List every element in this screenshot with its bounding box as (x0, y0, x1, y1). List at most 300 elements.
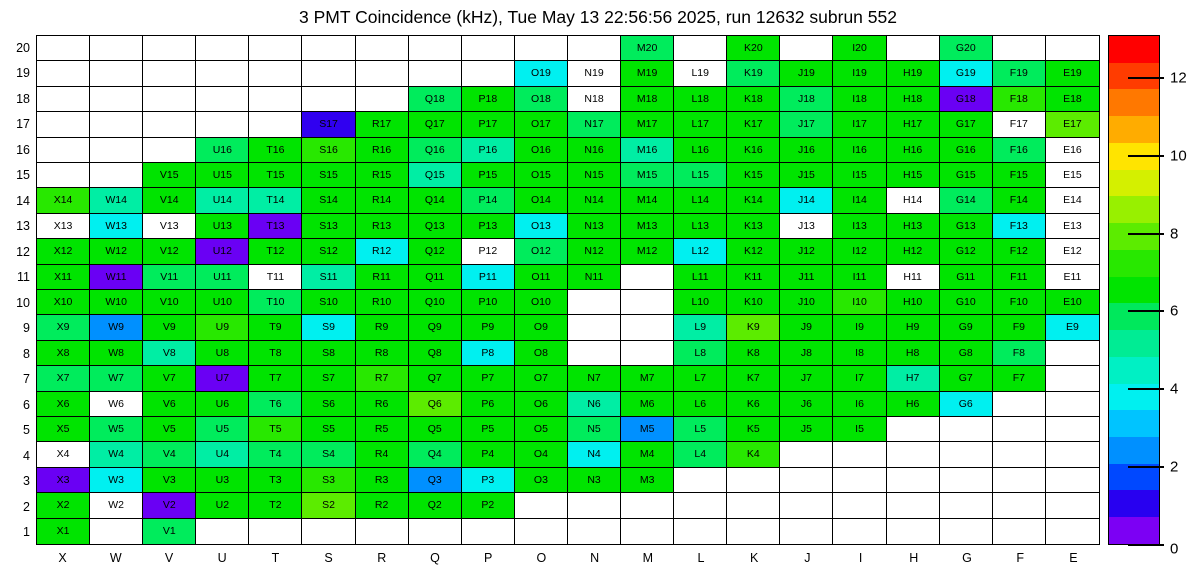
colorbar-tick-line (1128, 388, 1164, 390)
heatmap-cell: E14 (1046, 188, 1099, 213)
heatmap-cell: R16 (356, 138, 409, 163)
heatmap-cell: N19 (568, 61, 621, 86)
heatmap-cell: E15 (1046, 163, 1099, 188)
heatmap-cell: L18 (674, 87, 727, 112)
heatmap-cell: F19 (993, 61, 1046, 86)
heatmap-cell: I16 (833, 138, 886, 163)
heatmap-cell: I6 (833, 392, 886, 417)
heatmap-cell: K10 (727, 290, 780, 315)
heatmap-cell (37, 163, 90, 188)
heatmap-cell: R14 (356, 188, 409, 213)
heatmap-cell: O13 (515, 214, 568, 239)
heatmap-cell: J18 (780, 87, 833, 112)
heatmap-cell: X14 (37, 188, 90, 213)
heatmap-cell: M18 (621, 87, 674, 112)
colorbar-tick-label: 12 (1170, 69, 1187, 87)
heatmap-cell: X4 (37, 442, 90, 467)
heatmap-cell (249, 112, 302, 137)
heatmap-cell: V5 (143, 417, 196, 442)
heatmap-cell: X12 (37, 239, 90, 264)
heatmap-cell: X3 (37, 468, 90, 493)
heatmap-cell: W2 (90, 493, 143, 518)
heatmap-cell: H16 (887, 138, 940, 163)
heatmap-cell: V14 (143, 188, 196, 213)
x-axis-label: N (590, 551, 600, 565)
heatmap-cell (196, 87, 249, 112)
y-axis-label: 3 (23, 474, 30, 489)
x-axis-label: L (697, 551, 705, 565)
heatmap-cell: K4 (727, 442, 780, 467)
heatmap-cell: X7 (37, 366, 90, 391)
heatmap-cell: P11 (462, 265, 515, 290)
heatmap-cell: N7 (568, 366, 621, 391)
heatmap-cell: S2 (302, 493, 355, 518)
heatmap-cell (993, 36, 1046, 61)
heatmap-cell: P12 (462, 239, 515, 264)
heatmap-cell (1046, 366, 1099, 391)
heatmap-cell: Q6 (409, 392, 462, 417)
heatmap-cell: I14 (833, 188, 886, 213)
heatmap-cell: Q14 (409, 188, 462, 213)
heatmap-cell (1046, 417, 1099, 442)
x-axis-label: T (271, 551, 280, 565)
heatmap-cell: N16 (568, 138, 621, 163)
heatmap-cell: X13 (37, 214, 90, 239)
heatmap-cell: H13 (887, 214, 940, 239)
heatmap-cell: U4 (196, 442, 249, 467)
heatmap-cell: L15 (674, 163, 727, 188)
colorbar-tick-label: 8 (1170, 225, 1179, 243)
heatmap-cell: H10 (887, 290, 940, 315)
heatmap-cell: N15 (568, 163, 621, 188)
heatmap-cell: K16 (727, 138, 780, 163)
colorbar-band (1109, 330, 1159, 357)
heatmap-cell (940, 417, 993, 442)
heatmap-cell: M17 (621, 112, 674, 137)
x-axis-label: M (642, 551, 653, 565)
colorbar-band (1109, 410, 1159, 437)
colorbar-band (1109, 170, 1159, 197)
x-axis-label: G (962, 551, 972, 565)
heatmap-cell: T16 (249, 138, 302, 163)
heatmap-cell: L16 (674, 138, 727, 163)
heatmap-cell: U11 (196, 265, 249, 290)
heatmap-cell (356, 87, 409, 112)
heatmap-cell: I17 (833, 112, 886, 137)
heatmap-cell: K5 (727, 417, 780, 442)
heatmap-cell: V6 (143, 392, 196, 417)
heatmap-cell: I9 (833, 315, 886, 340)
colorbar-tick-line (1128, 310, 1164, 312)
heatmap-cell: I15 (833, 163, 886, 188)
heatmap-cell: J9 (780, 315, 833, 340)
heatmap-cell: I11 (833, 265, 886, 290)
heatmap-cell: M14 (621, 188, 674, 213)
heatmap-cell: T13 (249, 214, 302, 239)
heatmap-cell: K6 (727, 392, 780, 417)
colorbar-band (1109, 196, 1159, 223)
heatmap-cell: N3 (568, 468, 621, 493)
x-axis-label: X (58, 551, 67, 565)
heatmap-cell: N4 (568, 442, 621, 467)
heatmap-cell: J16 (780, 138, 833, 163)
heatmap-cell: O12 (515, 239, 568, 264)
heatmap-cell (568, 315, 621, 340)
heatmap-cell: T9 (249, 315, 302, 340)
heatmap-cell: T4 (249, 442, 302, 467)
heatmap-cell: U5 (196, 417, 249, 442)
heatmap-cell: R17 (356, 112, 409, 137)
colorbar-band (1109, 277, 1159, 304)
y-axis-label: 9 (23, 321, 30, 336)
heatmap-cell: P6 (462, 392, 515, 417)
heatmap-cell: K13 (727, 214, 780, 239)
heatmap-cell: E18 (1046, 87, 1099, 112)
heatmap-cell: W10 (90, 290, 143, 315)
heatmap-cell: O6 (515, 392, 568, 417)
heatmap-cell: O7 (515, 366, 568, 391)
y-axis-label: 2 (23, 499, 30, 514)
heatmap-cell: F13 (993, 214, 1046, 239)
heatmap-cell: R3 (356, 468, 409, 493)
heatmap-cell (621, 341, 674, 366)
heatmap-cell: K7 (727, 366, 780, 391)
heatmap-cell: S12 (302, 239, 355, 264)
heatmap-cell (833, 442, 886, 467)
heatmap-cell: X8 (37, 341, 90, 366)
heatmap-cell: E19 (1046, 61, 1099, 86)
heatmap-cell: L6 (674, 392, 727, 417)
heatmap-cell: G13 (940, 214, 993, 239)
heatmap-cell: S9 (302, 315, 355, 340)
heatmap-cell: M15 (621, 163, 674, 188)
heatmap-cell: X5 (37, 417, 90, 442)
heatmap-cell (621, 315, 674, 340)
heatmap-cell (727, 519, 780, 544)
heatmap-cell: L13 (674, 214, 727, 239)
heatmap-cell: L12 (674, 239, 727, 264)
heatmap-cell: U7 (196, 366, 249, 391)
heatmap-cell (37, 87, 90, 112)
colorbar-tick-label: 6 (1170, 302, 1179, 320)
heatmap-cell: P17 (462, 112, 515, 137)
heatmap-cell: G7 (940, 366, 993, 391)
heatmap-cell: S4 (302, 442, 355, 467)
heatmap-cell (462, 36, 515, 61)
y-axis-label: 5 (23, 423, 30, 438)
heatmap-cell: I12 (833, 239, 886, 264)
x-axis-label: R (377, 551, 387, 565)
heatmap-cell: J15 (780, 163, 833, 188)
heatmap-cell: H9 (887, 315, 940, 340)
heatmap-cell: G16 (940, 138, 993, 163)
heatmap-cell (143, 61, 196, 86)
heatmap-cell (568, 519, 621, 544)
heatmap-cell: R11 (356, 265, 409, 290)
heatmap-cell: O10 (515, 290, 568, 315)
heatmap-cell: N18 (568, 87, 621, 112)
heatmap-cell (621, 265, 674, 290)
heatmap-cell (37, 61, 90, 86)
heatmap-cell (1046, 493, 1099, 518)
heatmap-cell: E16 (1046, 138, 1099, 163)
colorbar-band (1109, 223, 1159, 250)
heatmap-cell (833, 519, 886, 544)
heatmap-cell: Q8 (409, 341, 462, 366)
heatmap-cell (90, 138, 143, 163)
heatmap-cell: U15 (196, 163, 249, 188)
heatmap-cell: V13 (143, 214, 196, 239)
heatmap-cell (727, 468, 780, 493)
heatmap-cell: T11 (249, 265, 302, 290)
heatmap-cell: R12 (356, 239, 409, 264)
heatmap-cell: K19 (727, 61, 780, 86)
heatmap-cell: J12 (780, 239, 833, 264)
heatmap-cell: G14 (940, 188, 993, 213)
heatmap-cell: O16 (515, 138, 568, 163)
heatmap-cell: I19 (833, 61, 886, 86)
y-axis-label: 7 (23, 372, 30, 387)
heatmap-cell (833, 493, 886, 518)
heatmap-cell (249, 519, 302, 544)
heatmap-cell: T15 (249, 163, 302, 188)
heatmap-cell: E11 (1046, 265, 1099, 290)
heatmap-cell: P10 (462, 290, 515, 315)
heatmap-cell: N11 (568, 265, 621, 290)
heatmap-cell (780, 442, 833, 467)
heatmap-cell: K9 (727, 315, 780, 340)
colorbar-tick-label: 2 (1170, 458, 1179, 476)
heatmap-cell: K20 (727, 36, 780, 61)
heatmap-cell: P18 (462, 87, 515, 112)
heatmap-cell: G19 (940, 61, 993, 86)
heatmap-cell: H11 (887, 265, 940, 290)
heatmap-cell: S6 (302, 392, 355, 417)
heatmap-cell: J13 (780, 214, 833, 239)
heatmap-cell (1046, 392, 1099, 417)
heatmap-cell (302, 519, 355, 544)
heatmap-cell: G12 (940, 239, 993, 264)
heatmap-cell: K8 (727, 341, 780, 366)
heatmap-cell: K17 (727, 112, 780, 137)
heatmap-grid (36, 35, 1100, 545)
heatmap-cell (1046, 341, 1099, 366)
heatmap-cell (887, 36, 940, 61)
heatmap-cell: U16 (196, 138, 249, 163)
heatmap-cell: V9 (143, 315, 196, 340)
heatmap-cell: U2 (196, 493, 249, 518)
heatmap-cell: P4 (462, 442, 515, 467)
heatmap-cell: P8 (462, 341, 515, 366)
heatmap-cell: J7 (780, 366, 833, 391)
heatmap-cell: Q18 (409, 87, 462, 112)
heatmap-cell: S15 (302, 163, 355, 188)
heatmap-cell: W7 (90, 366, 143, 391)
heatmap-cell: M12 (621, 239, 674, 264)
heatmap-cell: P15 (462, 163, 515, 188)
heatmap-cell (356, 61, 409, 86)
heatmap-cell (90, 163, 143, 188)
y-axis-label: 13 (16, 219, 30, 234)
heatmap-cell: I7 (833, 366, 886, 391)
colorbar-tick-line (1128, 77, 1164, 79)
heatmap-cell (1046, 519, 1099, 544)
heatmap-cell: N12 (568, 239, 621, 264)
heatmap-cell (90, 36, 143, 61)
heatmap-cell (940, 468, 993, 493)
heatmap-cell: R2 (356, 493, 409, 518)
heatmap-cell: Q10 (409, 290, 462, 315)
heatmap-cell (621, 519, 674, 544)
x-axis-label: E (1069, 551, 1078, 565)
heatmap-cell (674, 519, 727, 544)
heatmap-cell: W13 (90, 214, 143, 239)
heatmap-cell: V12 (143, 239, 196, 264)
colorbar-tick-line (1128, 155, 1164, 157)
heatmap-cell: U3 (196, 468, 249, 493)
y-axis-label: 1 (23, 525, 30, 540)
x-axis-label: O (536, 551, 547, 565)
heatmap-cell: M7 (621, 366, 674, 391)
heatmap-cell: J5 (780, 417, 833, 442)
heatmap-cell (409, 519, 462, 544)
heatmap-cell: T3 (249, 468, 302, 493)
heatmap-cell: K11 (727, 265, 780, 290)
heatmap-cell: N14 (568, 188, 621, 213)
heatmap-cell (196, 61, 249, 86)
heatmap-cell: Q16 (409, 138, 462, 163)
heatmap-cell (780, 468, 833, 493)
heatmap-cell (674, 493, 727, 518)
heatmap-cell: G15 (940, 163, 993, 188)
heatmap-cell: T5 (249, 417, 302, 442)
heatmap-cell: X9 (37, 315, 90, 340)
heatmap-cell (993, 417, 1046, 442)
y-axis-label: 19 (16, 66, 30, 81)
heatmap-cell (515, 36, 568, 61)
chart-title: 3 PMT Coincidence (kHz), Tue May 13 22:56:56 2025, run 12632 subrun 552 (299, 7, 897, 27)
heatmap-cell: M13 (621, 214, 674, 239)
heatmap-cell: L10 (674, 290, 727, 315)
heatmap-cell: W4 (90, 442, 143, 467)
heatmap-cell: J6 (780, 392, 833, 417)
heatmap-cell: G18 (940, 87, 993, 112)
heatmap-cell: P13 (462, 214, 515, 239)
heatmap-cell: H15 (887, 163, 940, 188)
heatmap-cell: T2 (249, 493, 302, 518)
heatmap-cell: Q17 (409, 112, 462, 137)
colorbar-tick-line (1128, 233, 1164, 235)
heatmap-cell (993, 392, 1046, 417)
colorbar-band (1109, 490, 1159, 517)
heatmap-cell (37, 112, 90, 137)
heatmap-cell: O3 (515, 468, 568, 493)
heatmap-cell: F15 (993, 163, 1046, 188)
heatmap-cell: G9 (940, 315, 993, 340)
heatmap-cell: X6 (37, 392, 90, 417)
heatmap-cell: R15 (356, 163, 409, 188)
heatmap-cell: H17 (887, 112, 940, 137)
heatmap-cell: U6 (196, 392, 249, 417)
heatmap-cell: L14 (674, 188, 727, 213)
heatmap-cell: V7 (143, 366, 196, 391)
heatmap-cell: J11 (780, 265, 833, 290)
heatmap-cell (993, 493, 1046, 518)
heatmap-cell (674, 36, 727, 61)
heatmap-cell: G6 (940, 392, 993, 417)
heatmap-cell: M20 (621, 36, 674, 61)
heatmap-cell (568, 493, 621, 518)
heatmap-cell: J14 (780, 188, 833, 213)
heatmap-cell: P2 (462, 493, 515, 518)
heatmap-cell: R8 (356, 341, 409, 366)
colorbar-tick-line (1128, 544, 1164, 546)
colorbar-tick-label: 10 (1170, 147, 1187, 165)
heatmap-cell: G11 (940, 265, 993, 290)
heatmap-cell: M19 (621, 61, 674, 86)
heatmap-cell: I5 (833, 417, 886, 442)
heatmap-cell (568, 36, 621, 61)
heatmap-cell (515, 493, 568, 518)
y-axis-label: 16 (16, 142, 30, 157)
heatmap-cell: E13 (1046, 214, 1099, 239)
heatmap-cell (568, 290, 621, 315)
heatmap-cell: O15 (515, 163, 568, 188)
heatmap-cell: Q11 (409, 265, 462, 290)
heatmap-cell: L19 (674, 61, 727, 86)
heatmap-cell: I10 (833, 290, 886, 315)
x-axis-label: P (484, 551, 493, 565)
heatmap-cell (887, 417, 940, 442)
heatmap-cell: K15 (727, 163, 780, 188)
heatmap-cell: K18 (727, 87, 780, 112)
heatmap-cell (727, 493, 780, 518)
x-axis-label: H (909, 551, 919, 565)
heatmap-cell: X2 (37, 493, 90, 518)
heatmap-cell: T6 (249, 392, 302, 417)
heatmap-cell (143, 112, 196, 137)
heatmap-cell (90, 61, 143, 86)
heatmap-cell: L4 (674, 442, 727, 467)
y-axis-label: 18 (16, 91, 30, 106)
heatmap-cell: M3 (621, 468, 674, 493)
heatmap-cell: Q4 (409, 442, 462, 467)
heatmap-cell: S13 (302, 214, 355, 239)
heatmap-cell (143, 87, 196, 112)
colorbar-band (1109, 303, 1159, 330)
heatmap-cell: F7 (993, 366, 1046, 391)
heatmap-cell: I8 (833, 341, 886, 366)
colorbar-band (1109, 250, 1159, 277)
x-axis-label: J (804, 551, 811, 565)
heatmap-cell: M16 (621, 138, 674, 163)
heatmap-cell (780, 493, 833, 518)
heatmap-cell: R13 (356, 214, 409, 239)
heatmap-cell: G10 (940, 290, 993, 315)
heatmap-cell: N17 (568, 112, 621, 137)
y-axis-label: 17 (16, 117, 30, 132)
heatmap-cell: O4 (515, 442, 568, 467)
heatmap-cell: P14 (462, 188, 515, 213)
heatmap-cell: W14 (90, 188, 143, 213)
heatmap-cell: J8 (780, 341, 833, 366)
heatmap-cell: N5 (568, 417, 621, 442)
heatmap-cell (356, 36, 409, 61)
heatmap-cell: Q7 (409, 366, 462, 391)
heatmap-cell: U14 (196, 188, 249, 213)
heatmap-cell: F16 (993, 138, 1046, 163)
colorbar-band (1109, 36, 1159, 63)
